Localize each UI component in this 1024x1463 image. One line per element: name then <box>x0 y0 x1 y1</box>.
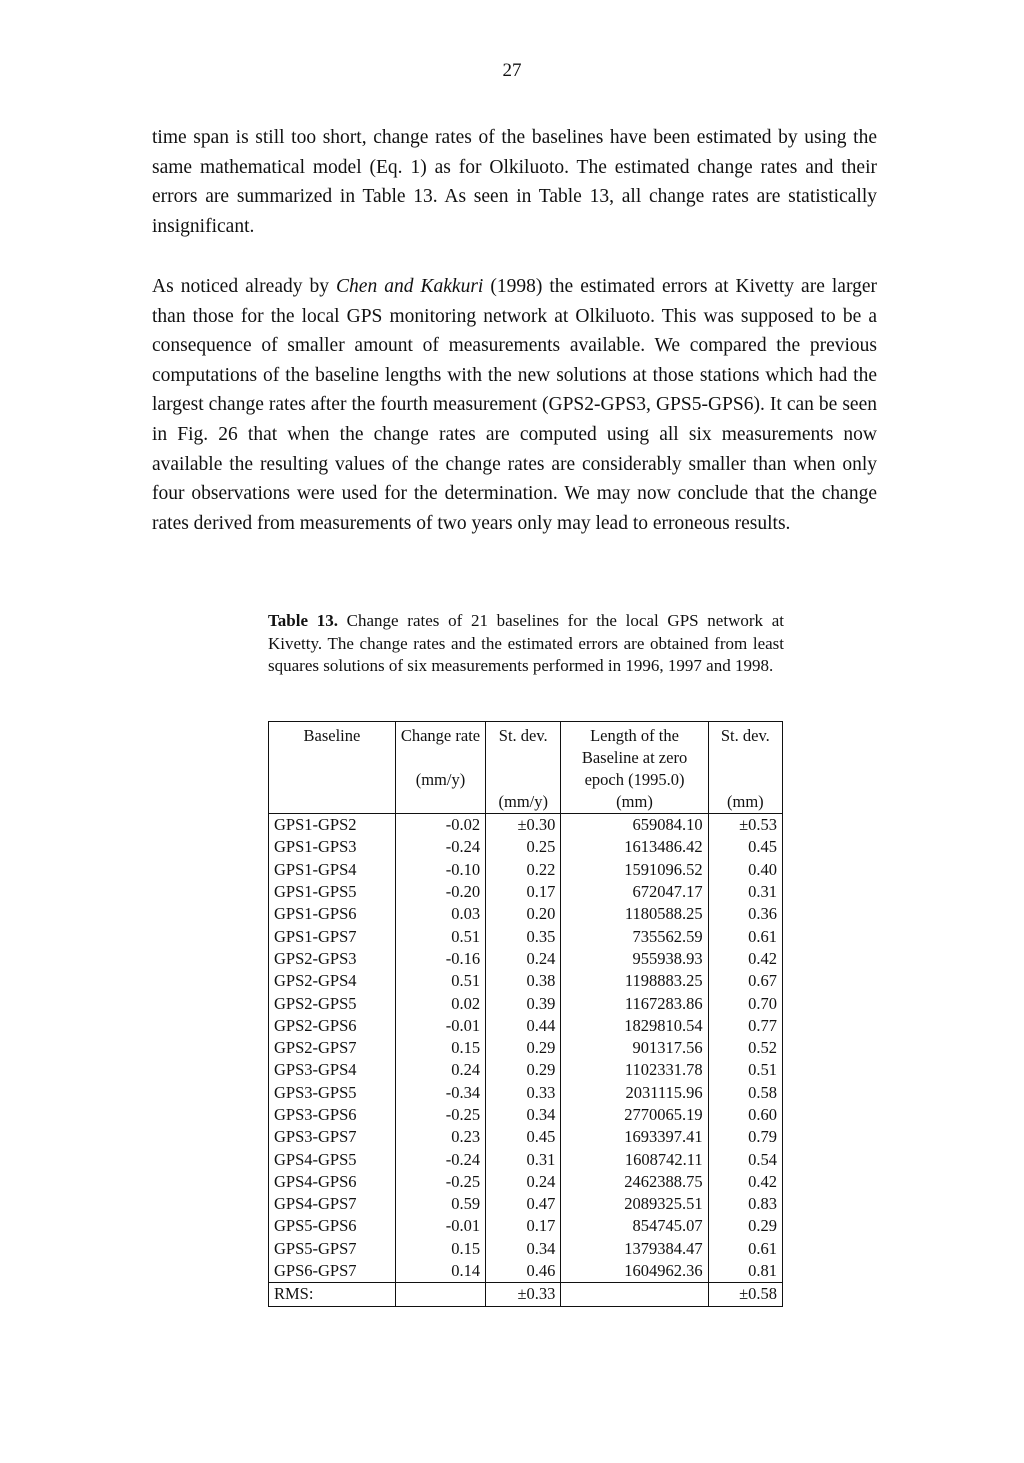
change-rate-cell: -0.10 <box>395 859 485 881</box>
table-row <box>269 1059 783 1081</box>
change-rate-cell: 0.23 <box>395 1126 485 1148</box>
change-rate-cell: -0.24 <box>395 836 485 858</box>
stdev-length-cell: 0.58 <box>708 1082 782 1104</box>
stdev-length-cell: ±0.53 <box>708 814 782 837</box>
stdev-rate-cell: 0.45 <box>486 1126 561 1148</box>
stdev-length-cell: 0.36 <box>708 903 782 925</box>
stdev-length-cell: 0.61 <box>708 1238 782 1260</box>
stdev-rate-cell: 0.33 <box>486 1082 561 1104</box>
table-row <box>269 1015 783 1037</box>
stdev-rate-cell: 0.34 <box>486 1104 561 1126</box>
table-row <box>269 1171 783 1193</box>
change-rate-cell: -0.16 <box>395 948 485 970</box>
change-rate-cell: -0.01 <box>395 1015 485 1037</box>
length-cell: 1829810.54 <box>561 1015 708 1037</box>
table-row <box>269 1193 783 1215</box>
table-row <box>269 1215 783 1237</box>
header-stdev-rate: St. dev. (mm/y) <box>486 722 561 814</box>
length-cell: 1379384.47 <box>561 1238 708 1260</box>
header-baseline: Baseline <box>269 722 396 814</box>
stdev-rate-cell: 0.22 <box>486 859 561 881</box>
table-row <box>269 1148 783 1170</box>
baseline-cell: GPS2-GPS3 <box>269 948 396 970</box>
baseline-cell: GPS2-GPS7 <box>269 1037 396 1059</box>
rms-length <box>561 1283 708 1306</box>
stdev-rate-cell: ±0.30 <box>486 814 561 837</box>
stdev-rate-cell: 0.17 <box>486 1215 561 1237</box>
table-row <box>269 1037 783 1059</box>
table-row <box>269 948 783 970</box>
baseline-cell: GPS5-GPS6 <box>269 1215 396 1237</box>
length-cell: 735562.59 <box>561 925 708 947</box>
rms-change-rate <box>395 1283 485 1306</box>
stdev-length-cell: 0.77 <box>708 1015 782 1037</box>
table-row <box>269 881 783 903</box>
baseline-cell: GPS4-GPS7 <box>269 1193 396 1215</box>
change-rate-cell: 0.03 <box>395 903 485 925</box>
table-row <box>269 903 783 925</box>
baseline-cell: GPS2-GPS5 <box>269 992 396 1014</box>
change-rate-cell: -0.01 <box>395 1215 485 1237</box>
stdev-length-cell: 0.42 <box>708 948 782 970</box>
rms-row <box>269 1283 783 1306</box>
baseline-change-rates-table <box>268 721 783 1307</box>
table-caption <box>268 610 784 678</box>
length-cell: 955938.93 <box>561 948 708 970</box>
baseline-cell: GPS2-GPS4 <box>269 970 396 992</box>
change-rate-cell: 0.15 <box>395 1037 485 1059</box>
length-cell: 1167283.86 <box>561 992 708 1014</box>
stdev-rate-cell: 0.31 <box>486 1148 561 1170</box>
stdev-length-cell: 0.67 <box>708 970 782 992</box>
length-cell: 2089325.51 <box>561 1193 708 1215</box>
baseline-cell: GPS6-GPS7 <box>269 1260 396 1283</box>
change-rate-cell: -0.34 <box>395 1082 485 1104</box>
rms-stdev-rate: ±0.33 <box>486 1283 561 1306</box>
paragraph-text: As noticed already by <box>152 276 337 297</box>
change-rate-cell: 0.02 <box>395 992 485 1014</box>
rms-stdev-length: ±0.58 <box>708 1283 782 1306</box>
page-number: 27 <box>502 60 522 81</box>
change-rate-cell: 0.15 <box>395 1238 485 1260</box>
stdev-rate-cell: 0.29 <box>486 1037 561 1059</box>
stdev-length-cell: 0.79 <box>708 1126 782 1148</box>
change-rate-cell: -0.25 <box>395 1104 485 1126</box>
table-row <box>269 814 783 837</box>
baseline-cell: GPS5-GPS7 <box>269 1238 396 1260</box>
length-cell: 1608742.11 <box>561 1148 708 1170</box>
length-cell: 854745.07 <box>561 1215 708 1237</box>
citation-authors: Chen and Kakkuri <box>336 276 484 297</box>
stdev-length-cell: 0.81 <box>708 1260 782 1283</box>
length-cell: 1198883.25 <box>561 970 708 992</box>
length-cell: 1613486.42 <box>561 836 708 858</box>
table-row <box>269 1260 783 1283</box>
table-row <box>269 1104 783 1126</box>
stdev-rate-cell: 0.46 <box>486 1260 561 1283</box>
stdev-rate-cell: 0.25 <box>486 836 561 858</box>
stdev-rate-cell: 0.24 <box>486 948 561 970</box>
baseline-cell: GPS1-GPS3 <box>269 836 396 858</box>
length-cell: 1591096.52 <box>561 859 708 881</box>
baseline-cell: GPS2-GPS6 <box>269 1015 396 1037</box>
length-cell: 2770065.19 <box>561 1104 708 1126</box>
table-row <box>269 859 783 881</box>
baseline-cell: GPS4-GPS5 <box>269 1148 396 1170</box>
length-cell: 672047.17 <box>561 881 708 903</box>
baseline-cell: GPS1-GPS2 <box>269 814 396 837</box>
table-row <box>269 1238 783 1260</box>
stdev-rate-cell: 0.17 <box>486 881 561 903</box>
baseline-cell: GPS3-GPS7 <box>269 1126 396 1148</box>
length-cell: 901317.56 <box>561 1037 708 1059</box>
baseline-cell: GPS1-GPS7 <box>269 925 396 947</box>
stdev-length-cell: 0.70 <box>708 992 782 1014</box>
change-rate-cell: -0.20 <box>395 881 485 903</box>
baseline-cell: GPS1-GPS5 <box>269 881 396 903</box>
header-baseline-length: Length of the Baseline at zero epoch (1995.0) (mm) <box>561 722 708 814</box>
stdev-rate-cell: 0.39 <box>486 992 561 1014</box>
stdev-length-cell: 0.40 <box>708 859 782 881</box>
baseline-cell: GPS3-GPS4 <box>269 1059 396 1081</box>
table-row <box>269 992 783 1014</box>
stdev-length-cell: 0.45 <box>708 836 782 858</box>
length-cell: 659084.10 <box>561 814 708 837</box>
baseline-cell: GPS3-GPS5 <box>269 1082 396 1104</box>
stdev-rate-cell: 0.29 <box>486 1059 561 1081</box>
table-header-row <box>269 722 783 814</box>
rms-label: RMS: <box>269 1283 396 1306</box>
stdev-length-cell: 0.54 <box>708 1148 782 1170</box>
baseline-cell: GPS3-GPS6 <box>269 1104 396 1126</box>
length-cell: 1102331.78 <box>561 1059 708 1081</box>
table-row <box>269 970 783 992</box>
table-row <box>269 836 783 858</box>
header-change-rate: Change rate (mm/y) <box>395 722 485 814</box>
body-paragraph-1: time span is still too short, change rates of the baselines have been estimated by using the same mathematical model (Eq. 1) as for Olkiluoto. The estimated change rates and their errors are summarized in Table 13. As seen in Table 13, all change rates are statistically insignificant. <box>152 127 877 237</box>
table-caption-text: Change rates of 21 baselines for the local GPS network at Kivetty. The change rates and the estimated errors are obtained from least squares solutions of six measurements performed in 1996, 1997 and 1998. <box>268 611 784 675</box>
length-cell: 1693397.41 <box>561 1126 708 1148</box>
change-rate-cell: 0.59 <box>395 1193 485 1215</box>
paragraph-text: (1998) the estimated errors at Kivetty are larger than those for the local GPS monitoring network at Olkiluoto. This was supposed to be a consequence of smaller amount of measurements available. We compared the previous computations of the baseline lengths with the new solutions at those stations which had the largest change rates after the fourth measurement (GPS2-GPS3, GPS5-GPS6). It can be seen in Fig. 26 that when the change rates are computed using all six measurements now available the resulting values of the change rates are considerably smaller than when only four observations were used for the determination. We may now conclude that the change rates derived from measurements of two years only may lead to erroneous results. <box>152 276 877 534</box>
change-rate-cell: -0.25 <box>395 1171 485 1193</box>
change-rate-cell: -0.24 <box>395 1148 485 1170</box>
stdev-length-cell: 0.51 <box>708 1059 782 1081</box>
stdev-rate-cell: 0.47 <box>486 1193 561 1215</box>
stdev-rate-cell: 0.34 <box>486 1238 561 1260</box>
stdev-length-cell: 0.31 <box>708 881 782 903</box>
table-row <box>269 1082 783 1104</box>
stdev-rate-cell: 0.38 <box>486 970 561 992</box>
body-paragraph-2 <box>152 272 877 538</box>
stdev-length-cell: 0.83 <box>708 1193 782 1215</box>
table-row <box>269 1126 783 1148</box>
length-cell: 2462388.75 <box>561 1171 708 1193</box>
change-rate-cell: -0.02 <box>395 814 485 837</box>
baseline-cell: GPS1-GPS4 <box>269 859 396 881</box>
stdev-length-cell: 0.61 <box>708 925 782 947</box>
stdev-rate-cell: 0.24 <box>486 1171 561 1193</box>
baseline-cell: GPS1-GPS6 <box>269 903 396 925</box>
length-cell: 2031115.96 <box>561 1082 708 1104</box>
stdev-rate-cell: 0.35 <box>486 925 561 947</box>
stdev-length-cell: 0.60 <box>708 1104 782 1126</box>
table-row <box>269 925 783 947</box>
stdev-length-cell: 0.52 <box>708 1037 782 1059</box>
length-cell: 1604962.36 <box>561 1260 708 1283</box>
header-stdev-length: St. dev. (mm) <box>708 722 782 814</box>
table-caption-label: Table 13. <box>268 611 338 630</box>
change-rate-cell: 0.24 <box>395 1059 485 1081</box>
change-rate-cell: 0.51 <box>395 925 485 947</box>
change-rate-cell: 0.51 <box>395 970 485 992</box>
length-cell: 1180588.25 <box>561 903 708 925</box>
stdev-rate-cell: 0.44 <box>486 1015 561 1037</box>
baseline-cell: GPS4-GPS6 <box>269 1171 396 1193</box>
stdev-length-cell: 0.42 <box>708 1171 782 1193</box>
stdev-length-cell: 0.29 <box>708 1215 782 1237</box>
stdev-rate-cell: 0.20 <box>486 903 561 925</box>
change-rate-cell: 0.14 <box>395 1260 485 1283</box>
